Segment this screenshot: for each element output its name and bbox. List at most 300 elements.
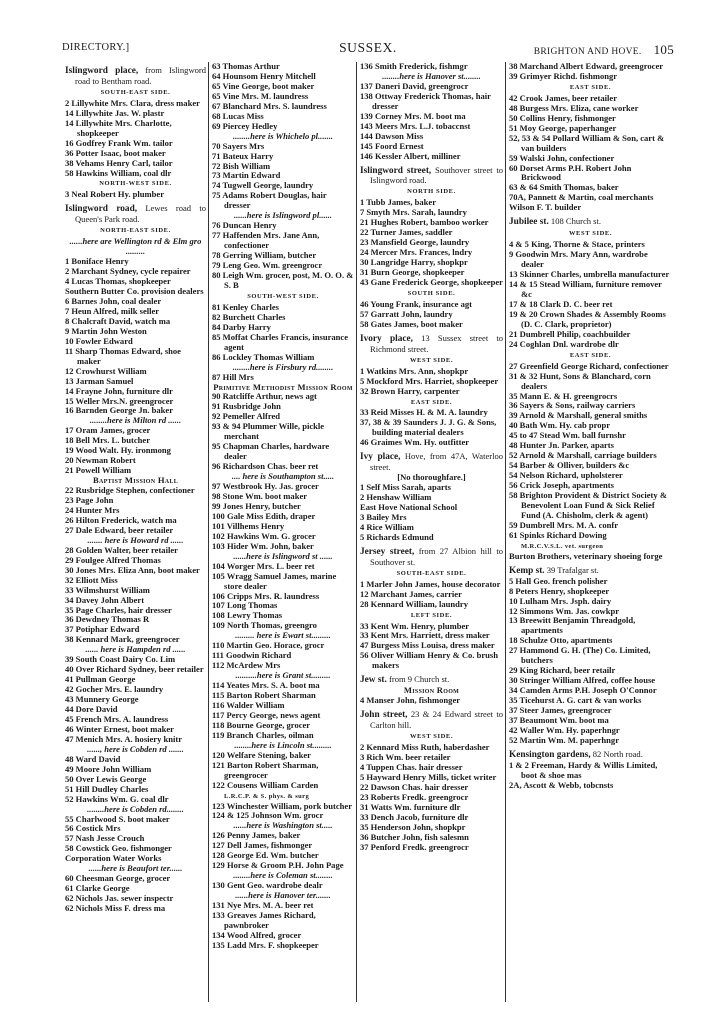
directory-entry: 56 Costick Mrs — [65, 823, 121, 834]
directory-entry: 16 Barnden George Jn. baker — [65, 405, 174, 416]
directory-entry: 6 Barnes John, coal dealer — [65, 295, 162, 306]
directory-entry: 29 Foulgee Alfred Thomas — [65, 554, 161, 565]
directory-entry: 33 Kent Mrs. Harriett, dress maker — [360, 630, 490, 641]
directory-entry: 55 Charlwood S. boot maker — [65, 813, 170, 824]
directory-entry: 57 Garratt John, laundry — [360, 308, 453, 319]
directory-entry: 97 Westbrook Hy. Jas. grocer — [212, 481, 319, 492]
directory-entry: 58 Cowstick Geo. fishmonger — [65, 843, 172, 854]
directory-entry: 47 Menich Mrs. A. hosiery knitr — [65, 733, 183, 744]
directory-entry: 87 Hill Mrs — [212, 371, 254, 382]
directory-entry: 9 Martin John Weston — [65, 325, 147, 336]
directory-entry: 43 Gane Frederick George, shopkeeper — [360, 277, 503, 288]
directory-entry: 84 Darby Harry — [212, 321, 271, 332]
directory-entry: 101 Villhems Henry — [212, 520, 285, 531]
directory-entry: 65 Vine Mrs. M. laundress — [212, 90, 309, 101]
directory-entry: 10 Lulham Mrs. Jsph. dairy — [509, 595, 612, 606]
directory-entry: 33 Dench Jacob, furniture dlr — [360, 811, 469, 822]
page-header — [62, 42, 674, 58]
entry-name: 122 Cousens William Carden — [212, 779, 319, 790]
directory-entry: 21 Powell William — [65, 465, 132, 476]
directory-entry: 30 Stringer William Alfred, coffee house — [509, 675, 656, 686]
directory-entry: 37 Penford Fredk. greengrocr — [360, 841, 469, 852]
directory-entry: 63 Thomas Arthur — [212, 62, 280, 71]
directory-entry: 33 Reid Misses H. & M. A. laundry — [360, 407, 488, 418]
cross-street-note: ........here is Lincoln st......... — [234, 739, 332, 750]
directory-entry: 82 Burchett Charles — [212, 311, 286, 322]
column-3 — [356, 62, 506, 1002]
directory-entry: 37 Steer James, greengrocer — [509, 705, 612, 716]
directory-entry: 5 Mockford Mrs. Harriet, shopkeeper — [360, 375, 499, 386]
directory-entry: 39 Grimyer Richd. fishmongr — [509, 70, 618, 81]
directory-entry: 1 Self Miss Sarah, aparts — [360, 482, 451, 493]
directory-entry: 95 Chapman Charles, hardware dealer — [212, 441, 330, 462]
page-number: 105 — [653, 42, 674, 57]
directory-entry: 54 Barber & Olliver, builders &c — [509, 460, 630, 471]
side-label: SOUTH SIDE. — [407, 289, 456, 297]
running-head-right — [534, 42, 674, 58]
directory-entry: Corporation Water Works — [65, 853, 162, 864]
street-heading — [360, 334, 503, 355]
street-route: Hove, from 47A, Waterloo street. — [370, 451, 504, 473]
directory-entry: 104 Worger Mrs. L. beer ret — [212, 560, 315, 571]
directory-entry: 103 Hider Wm. John, baker — [212, 540, 314, 551]
directory-entry: 45 French Mrs. A. laundress — [65, 714, 169, 724]
directory-entry: 14 & 15 Stead William, furniture remover &c — [509, 279, 662, 299]
directory-entry: 31 Burn George, shopkeeper — [360, 267, 465, 278]
directory-entry: 28 Golden Walter, beer retailer — [65, 544, 178, 555]
directory-entry: 13 Jarman Samuel — [65, 375, 134, 386]
side-label: EAST SIDE. — [569, 83, 612, 91]
cross-street-note: ......here are Wellington rd & Elm gro ......... — [69, 236, 202, 257]
entry-qualification: M.R.C.V.S.L. vet. surgeon — [521, 542, 604, 550]
directory-entry: 60 Dorset Arms P.H. Robert John Brickwood — [509, 162, 632, 183]
directory-entry: 115 Barton Robert Sharman — [212, 690, 316, 701]
street-heading — [360, 547, 503, 568]
directory-entry: 136 Smith Frederick, fishmgr — [360, 62, 468, 71]
directory-entry: 17 & 18 Clark D. C. beer ret — [509, 298, 613, 309]
street-route: 108 Church st. — [548, 216, 602, 227]
side-label: WEST SIDE. — [568, 230, 613, 238]
directory-entry: 42 Waller Wm. Hy. paperhngr — [509, 724, 620, 735]
street-name: John street, — [360, 710, 408, 721]
directory-entry: 51 Hill Dudley Charles — [65, 783, 149, 794]
directory-entry: 36 Dewdney Thomas R — [65, 614, 150, 625]
directory-entry: 52 Martin Wm. M. paperhngr — [509, 734, 619, 745]
directory-entry: 36 Butcher John, fish salesmn — [360, 831, 469, 842]
cross-street-note: ......here is Islingword pl...... — [233, 210, 333, 221]
directory-entry: 24 Hunter Mrs — [65, 504, 120, 515]
directory-entry: 110 Martin Geo. Horace, grocr — [212, 640, 325, 651]
directory-entry: 81 Kenley Charles — [212, 301, 279, 312]
directory-entry — [509, 531, 672, 552]
directory-entry: Wilson F. T. builder — [509, 202, 582, 213]
directory-entry: 7 Smyth Mrs. Sarah, laundry — [360, 207, 467, 218]
cross-street-note: ........here is Cobden rd........ — [87, 803, 184, 814]
directory-entry: 45 to 47 Stead Wm. ball furnshr — [509, 430, 626, 441]
directory-entry: 42 Gocher Mrs. E. laundry — [65, 684, 164, 695]
directory-entry: 78 Gerring William, butcher — [212, 250, 317, 261]
directory-entry: 23 Mansfield George, laundry — [360, 237, 470, 248]
side-label: NORTH SIDE. — [407, 188, 456, 196]
directory-entry: 72 Bish William — [212, 160, 271, 171]
directory-entry: 134 Wood Alfred, grocer — [212, 929, 302, 940]
directory-entry: 144 Dawson Miss — [360, 130, 424, 141]
directory-entry: 56 Crick Joseph, apartments — [509, 480, 614, 491]
directory-entry: 35 Mann E. & H. greengrocrs — [509, 390, 618, 401]
directory-entry: 138 Ottway Frederick Thomas, hair dresser — [360, 90, 491, 111]
directory-entry: 127 Dell James, fishmonger — [212, 840, 313, 851]
directory-entry: 10 Fowler Edward — [65, 335, 133, 346]
directory-entry: 86 Lockley Thomas William — [212, 351, 315, 362]
directory-entry: East Hove National School — [360, 502, 458, 513]
directory-entry: 46 Young Frank, insurance agt — [360, 298, 472, 309]
county-title: SUSSEX. — [339, 40, 397, 55]
directory-entry: 131 Nye Mrs. M. A. beer ret — [212, 900, 314, 911]
cross-street-note: ........here is Whichelo pl....... — [232, 130, 334, 141]
directory-entry: 23 Page John — [65, 495, 114, 506]
institution-label: Mission Room — [403, 685, 460, 696]
directory-entry: 19 Wood Walt. Hy. ironmong — [65, 445, 171, 456]
cross-street-note: ........here is Hanover st........ — [382, 70, 481, 81]
directory-entry: 38 Vehams Henry Carl, tailor — [65, 157, 173, 168]
directory-entry: 108 Lewry Thomas — [212, 610, 283, 621]
directory-entry: 79 Leng Geo. Wm. greengrocr — [212, 260, 323, 271]
directory-entry: 37 Potiphar Edward — [65, 624, 140, 635]
street-route: from Islingword road to Bentham road. — [75, 65, 207, 86]
cross-street-note: ........here is Firsbury rd........ — [232, 361, 334, 372]
side-label: WEST SIDE. — [409, 733, 454, 741]
institution-label: Primitive Methodist Mission Room — [213, 381, 353, 392]
directory-entry: 59 Walski John, confectioner — [509, 152, 615, 163]
directory-entry: 2 Lillywhite Mrs. Clara, dress maker — [65, 97, 200, 108]
directory-entry: 26 Hilton Frederick, watch ma — [65, 514, 177, 525]
directory-entry: 135 Ladd Mrs. F. shopkeeper — [212, 939, 319, 950]
cross-street-note: ........here is Milton rd ...... — [89, 415, 182, 426]
side-label: SOUTH-WEST SIDE. — [247, 292, 319, 300]
directory-entry: 21 Hughes Robert, bamboo worker — [360, 217, 489, 228]
directory-entry: 112 McArdew Mrs — [212, 660, 281, 671]
side-label: NORTH-WEST SIDE. — [99, 180, 172, 188]
directory-entry: 22 Dawson Chas. hair dresser — [360, 781, 469, 792]
directory-entry: 2 Kennard Miss Ruth, haberdasher — [360, 742, 490, 752]
directory-entry: 12 Crowhurst William — [65, 365, 147, 376]
side-label: LEFT SIDE. — [410, 611, 453, 619]
entry-qualification: L.R.C.P. & S. phys. & surg — [224, 792, 310, 800]
directory-entry: 44 Dore David — [65, 704, 118, 715]
directory-entry: 1 Boniface Henry — [65, 256, 129, 267]
street-name: Jersey street, — [360, 546, 415, 557]
street-heading — [360, 710, 503, 731]
directory-entry: 77 Haffenden Mrs. Jane Ann, confectioner — [212, 230, 320, 251]
cross-street-note: ........here is Coleman st........ — [233, 870, 333, 881]
directory-entry: 114 Yeates Mrs. S. A. boot ma — [212, 680, 320, 691]
cross-street-note: ......... here is Ewart st......... — [235, 630, 331, 641]
directory-entry: 13 Breewitt Benjamin Threadgold, apartments — [509, 615, 636, 636]
directory-entry: 92 Pemeller Alfred — [212, 411, 281, 422]
directory-entry: 93 & 94 Plummer Wille, pickle merchant — [212, 421, 325, 442]
directory-entry: 133 Greaves James Richard, pawnbroker — [212, 910, 316, 930]
cross-street-note: ......here is Islingword st ...... — [233, 550, 333, 561]
directory-entry: 4 Tuppen Chas. hair dresser — [360, 761, 463, 772]
directory-entry: 9 Goodwin Mrs. Mary Ann, wardrobe dealer — [509, 249, 648, 270]
directory-entry: 71 Bateux Harry — [212, 150, 274, 161]
directory-entry: 85 Moffat Charles Francis, insurance agent — [212, 331, 349, 352]
directory-entry: 128 George Ed. Wm. butcher — [212, 850, 319, 861]
directory-entry: 109 North Thomas, greengro — [212, 620, 317, 631]
directory-entry: 58 Gates James, boot maker — [360, 318, 463, 329]
street-name: Islingword place, — [65, 66, 139, 76]
side-label: SOUTH-EAST SIDE. — [396, 569, 467, 577]
street-name: Islingword road, — [65, 204, 138, 215]
directory-entry: 17 Oram James, grocer — [65, 425, 151, 436]
street-route: 13 Sussex street to Richmond street. — [370, 332, 503, 354]
directory-entry: 5 Richards Edmund — [360, 531, 434, 542]
directory-entry: 107 Long Thomas — [212, 600, 278, 611]
directory-entry: 39 Arnold & Marshall, general smiths — [509, 410, 648, 421]
directory-entry: 42 Crook James, beer retailer — [509, 92, 617, 103]
directory-entry: 18 Schulze Otto, apartments — [509, 635, 613, 646]
directory-entry: 24 Coghlan Dnl. wardrobe dlr — [509, 338, 619, 349]
directory-entry: 3 Neal Robert Hy. plumber — [65, 189, 164, 200]
directory-entry: 14 Frayne John, furniture dlr — [65, 385, 173, 396]
directory-entry: 1 & 2 Freeman, Hardy & Willis Limited, boot & shoe mas — [509, 759, 658, 780]
directory-entry: 7 Heun Alfred, milk seller — [65, 305, 160, 316]
street-route: Southover street to Islingword road. — [370, 164, 503, 186]
street-heading — [65, 204, 206, 225]
directory-entry: 130 Gent Geo. wardrobe dealr — [212, 880, 323, 891]
directory-entry: 1 Marler John James, house decorator — [360, 578, 501, 589]
directory-entry: 8 Peters Henry, shopkeeper — [509, 585, 610, 596]
directory-entry: 24 Mercer Mrs. Frances, lndry — [360, 247, 473, 258]
directory-entry: 1 Watkins Mrs. Ann, shopkpr — [360, 365, 469, 376]
directory-entry: 51 Moy George, paperhanger — [509, 122, 617, 133]
directory-entry: 21 Dumbrell Philip, coachbuilder — [509, 328, 631, 339]
directory-entry: 13 Skinner Charles, umbrella manufacturer — [509, 269, 670, 280]
directory-entry: 52 Hawkins Wm. G. coal dlr — [65, 793, 169, 804]
directory-entry: 14 Lillywhite Jas. W. plastr — [65, 107, 165, 118]
directory-entry: 62 Nichols Miss F. dress ma — [65, 903, 166, 914]
side-label: EAST SIDE. — [569, 351, 612, 359]
directory-entry: 56 Oliver William Henry & Co. brush makers — [360, 650, 498, 671]
directory-entry: 2 Henshaw William — [360, 492, 432, 503]
directory-entry: 36 Sayers & Sons, railway carriers — [509, 400, 636, 411]
directory-entry: 4 Rice William — [360, 521, 414, 532]
directory-entry: 27 Greenfield George Richard, confectioner — [509, 360, 669, 371]
column-2 — [208, 62, 356, 1002]
directory-entry: Burton Brothers, veterinary shoeing forge — [509, 550, 663, 561]
directory-entry: 32 Brown Harry, carpenter — [360, 385, 460, 396]
directory-entry: 129 Horse & Groom P.H. John Page — [212, 860, 344, 871]
column-1 — [62, 62, 208, 1002]
street-name: Jubilee st. — [509, 217, 549, 228]
directory-entry: 68 Lucas Miss — [212, 110, 264, 121]
street-name: Kensington gardens, — [509, 749, 591, 760]
side-label: WEST SIDE. — [409, 356, 454, 364]
directory-entry: 91 Rusbridge John — [212, 401, 281, 412]
directory-entry: 46 Winter Ernest, boot maker — [65, 723, 174, 734]
directory-entry: 33 Kent Wm. Henry, plumber — [360, 620, 470, 631]
directory-entry: 80 Leigh Wm. grocer, post, M. O. O. & S. B — [212, 270, 354, 290]
directory-entry: 69 Piercey Hedley — [212, 120, 278, 131]
street-heading — [509, 566, 672, 577]
directory-entry: 36 Potter Isaac, boot maker — [65, 147, 166, 158]
institution-label: Baptist Mission Hall — [92, 475, 179, 486]
directory-entry: 90 Ratcliffe Arthur, news agt — [212, 391, 317, 402]
directory-entry: 124 & 125 Johnson Wm. grocr — [212, 810, 324, 821]
running-head-left: DIRECTORY.] — [62, 42, 130, 53]
directory-entry: 5 Hayward Henry Mills, ticket writer — [360, 771, 497, 782]
directory-entry: 60 Cheesman George, grocer — [65, 873, 171, 884]
directory-entry: 48 Ward David — [65, 753, 121, 764]
directory-entry: 16 Godfrey Frank Wm. tailor — [65, 137, 173, 148]
directory-entry: 40 Bath Wm. Hy. cab propr — [509, 420, 611, 431]
directory-entry: 28 Kennard William, laundry — [360, 598, 468, 609]
directory-entry: 52, 53 & 54 Pollard William & Son, cart & van builders — [509, 132, 665, 153]
street-heading — [509, 217, 672, 228]
directory-entry: 74 Tugwell George, laundry — [212, 180, 314, 191]
directory-entry: 39 South Coast Dairy Co. Lim — [65, 654, 176, 665]
directory-entry: 31 & 32 Hunt, Sons & Blanchard, corn dealers — [509, 370, 651, 391]
directory-entry: 62 Nichols Jas. sewer inspectr — [65, 893, 174, 904]
street-heading — [65, 66, 206, 87]
directory-entry: 99 Jones Henry, butcher — [212, 500, 301, 511]
side-label: NORTH-EAST SIDE. — [100, 227, 171, 235]
street-route: 39 Trafalgar st. — [544, 564, 599, 575]
side-label: SOUTH-EAST SIDE. — [100, 88, 171, 96]
street-route: from 27 Albion hill to Southover st. — [370, 545, 503, 567]
directory-entry — [212, 781, 354, 802]
directory-entry: 50 Over Lewis George — [65, 773, 147, 784]
directory-entry: 116 Walder William — [212, 700, 285, 710]
directory-entry: 145 Foord Ernest — [360, 140, 424, 151]
directory-entry: 111 Goodwin Richard — [212, 650, 292, 661]
directory-entry: 117 Percy George, news agent — [212, 709, 321, 720]
directory-entry: 64 Hounsom Henry Mitchell — [212, 70, 316, 81]
directory-entry: 3 Bailey Mrs — [360, 511, 407, 522]
directory-entry: 37, 38 & 39 Saunders J. J. G. & Sons, building material dealers — [360, 417, 497, 438]
directory-entry: 27 Hammond G. H. (The) Co. Limited, butchers — [509, 645, 651, 666]
directory-entry: 15 Weller Mrs.N. greengrocer — [65, 395, 174, 406]
street-name: Islingword street, — [360, 165, 432, 176]
directory-entry: 30 Jones Mrs. Eliza Ann, boot maker — [65, 564, 200, 575]
directory-entry: 59 Dumbrell Mrs. M. A. confr — [509, 519, 619, 530]
directory-entry: 52 Arnold & Marshall, carriage builders — [509, 450, 657, 461]
entry-name: 61 Spinks Richard Dowing — [509, 529, 607, 540]
directory-entry: 58 Hawkins William, coal dlr — [65, 167, 172, 178]
directory-entry: 29 King Richard, beer retailr — [509, 665, 616, 676]
directory-entry: 35 Ticehurst A. G. cart & van works — [509, 695, 642, 706]
directory-entry: 121 Barton Robert Sharman, greengrocer — [212, 759, 319, 780]
directory-entry: 18 Bell Mrs. L. butcher — [65, 435, 150, 446]
directory-entry: 22 Turner James, saddler — [360, 227, 453, 238]
cross-street-note: ......here is Beaufort ter...... — [88, 863, 183, 874]
cross-street-note: ......here is Washington st..... — [233, 820, 333, 831]
directory-entry: 46 Graimes Wm. Hy. outfitter — [360, 437, 470, 448]
street-heading — [360, 452, 503, 473]
directory-entry: 37 Beaumont Wm. boot ma — [509, 715, 609, 725]
directory-entry: 61 Clarke George — [65, 883, 130, 894]
street-name: Ivy place, — [360, 452, 401, 463]
directory-entry: 143 Meers Mrs. L.J. tobaccnst — [360, 120, 471, 131]
directory-entry: 98 Stone Wm. boot maker — [212, 490, 308, 501]
directory-entry: 12 Marchant James, carrier — [360, 588, 462, 599]
directory-entry: 4 Manser John, fishmonger — [360, 695, 461, 706]
directory-entry: 50 Collins Henry, fishmonger — [509, 112, 616, 123]
directory-entry: 58 Brighton Provident & District Society & Benevolent Loan Fund & Sick Relief Fund (A. Chisholm, clerk & agent) — [509, 490, 667, 520]
directory-entry: 31 Watts Wm. furniture dlr — [360, 801, 461, 812]
directory-entry: 40 Over Richard Sydney, beer retailer — [65, 664, 204, 675]
directory-entry: 34 Davey John Albert — [65, 594, 145, 605]
directory-entry: 106 Cripps Mrs. R. laundress — [212, 590, 320, 601]
directory-entry: 65 Vine George, boot maker — [212, 80, 315, 91]
directory-entry: 30 Langridge Harry, shopkpr — [360, 257, 468, 268]
street-route: Lewes road to Queen's Park road. — [75, 203, 206, 225]
directory-entry: 5 Hall Geo. french polisher — [509, 575, 608, 586]
directory-entry: 146 Kessler Albert, milliner — [360, 150, 461, 161]
directory-entry: 137 Daneri David, greengrocr — [360, 80, 469, 91]
directory-entry: 63 & 64 Smith Thomas, baker — [509, 182, 619, 193]
directory-entry: 70A, Pannett & Martin, coal merchants — [509, 192, 654, 203]
directory-entry: 47 Burgess Miss Louisa, dress maker — [360, 640, 495, 651]
directory-entry: 2A, Ascott & Webb, tobcnsts — [509, 779, 614, 790]
directory-entry: 38 Kennard Mark, greengrocer — [65, 634, 180, 645]
directory-entry: 105 Wragg Samuel James, marine store dealer — [212, 570, 337, 591]
street-route: 82 North road. — [590, 748, 643, 759]
section-title: BRIGHTON AND HOVE. — [533, 47, 642, 57]
cross-street-note: ......here is Hanover ter....... — [235, 890, 331, 901]
directory-entry: 119 Branch Charles, oilman — [212, 729, 314, 740]
directory-entry: 11 Sharp Thomas Edward, shoe maker — [65, 345, 181, 366]
cross-street-note: .... here is Southampton st..... — [231, 471, 335, 482]
cross-street-note: ....... here is Howard rd ...... — [87, 534, 184, 545]
directory-entry: 54 Nelson Richard, upholsterer — [509, 470, 623, 481]
directory-entry: 76 Duncan Henry — [212, 220, 277, 231]
cross-street-note: ...... here is Hampden rd ...... — [85, 644, 186, 655]
directory-entry: 23 Roberts Fredk. greengrocr — [360, 791, 469, 802]
directory-entry: 27 Dale Edward, beer retailer — [65, 524, 174, 535]
directory-columns — [62, 62, 674, 1002]
directory-entry: 75 Adams Robert Douglas, hair dresser — [212, 190, 327, 211]
directory-entry: 2 Marchant Sydney, cycle repairer — [65, 266, 191, 277]
directory-entry: 48 Burgess Mrs. Eliza, cane worker — [509, 102, 639, 113]
directory-entry: 32 Elliott Miss — [65, 574, 118, 585]
directory-entry: 48 Hunter Jn. Parker, aparts — [509, 440, 614, 451]
directory-entry: 4 & 5 King, Thorne & Stace, printers — [509, 239, 645, 250]
directory-entry: 57 Nash Jesse Crouch — [65, 833, 145, 844]
directory-entry: 96 Richardson Chas. beer ret — [212, 461, 319, 472]
directory-entry: 49 Moore John William — [65, 763, 152, 774]
directory-entry: 12 Simmons Wm. Jas. cowkpr — [509, 605, 620, 616]
directory-entry: 14 Lillywhite Mrs. Charlotte, shopkeeper — [65, 117, 172, 138]
directory-entry: Southern Butter Co. provision dealers — [65, 286, 204, 297]
street-name: Ivory place, — [360, 333, 413, 344]
directory-entry: 139 Corney Mrs. M. boot ma — [360, 110, 466, 121]
side-label: EAST SIDE. — [410, 398, 453, 406]
directory-entry: 22 Rusbridge Stephen, confectioner — [65, 485, 195, 496]
directory-entry: 126 Penny James, baker — [212, 830, 301, 841]
directory-entry: 41 Pullman George — [65, 674, 136, 685]
street-name: Kemp st. — [509, 565, 545, 576]
directory-entry: 35 Henderson John, shopkpr — [360, 821, 466, 832]
directory-entry: 120 Welfare Stening, baker — [212, 749, 311, 760]
street-name: Jew st. — [360, 675, 387, 686]
directory-entry: 4 Lucas Thomas, shopkeeper — [65, 276, 171, 287]
directory-entry: 73 Martin Edward — [212, 170, 281, 181]
directory-entry: 3 Rich Wm. beer retailer — [360, 751, 451, 762]
directory-entry: 34 Camden Arms P.H. Joseph O'Connor — [509, 685, 657, 696]
directory-entry: 19 & 20 Crown Shades & Assembly Rooms (D. C. Clark, proprietor) — [509, 308, 666, 329]
column-4 — [506, 62, 674, 1002]
